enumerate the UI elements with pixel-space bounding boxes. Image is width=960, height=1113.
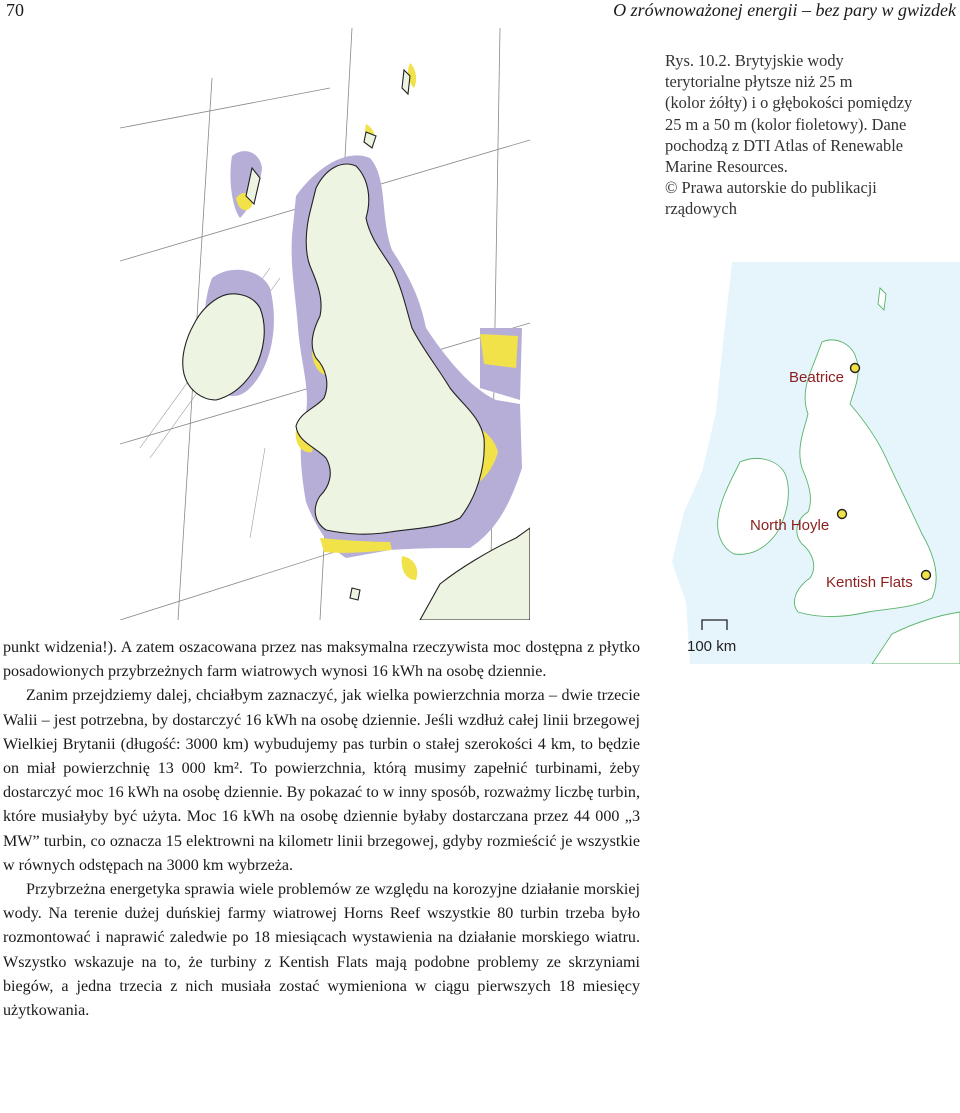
beatrice-site-icon xyxy=(851,364,860,373)
caption-line: © Prawa autorskie do publikacji xyxy=(665,178,877,198)
caption-line: Marine Resources. xyxy=(665,157,788,177)
paragraph: Przybrzeżna energetyka sprawia wiele problemów ze względu na korozyjne działanie morskiej wody. Na terenie dużej duńskiej farmy wiatrowej Horns Reef wszystkie 80 turbin trzeba było rozmontować i naprawić zaledwie po 18 miesiącach wystawienia na działanie morskiego wiatru. Wszystko wskazuje na to, że turbiny z Kentish Flats mają podobne problemy ze skrzyniami biegów, a jedna trzecia z nich musiała zostać wymieniona w ciągu pierwszych 18 miesięcy użytkowania. xyxy=(3,881,640,1020)
beatrice-label: Beatrice xyxy=(789,369,845,386)
caption-line: (kolor żółty) i o głębokości pomiędzy xyxy=(665,93,913,113)
page-header xyxy=(0,0,960,26)
page-number: 70 xyxy=(6,0,24,20)
caption-line: terytorialne płytsze niż 25 m xyxy=(665,72,853,92)
caption-line: rządowych xyxy=(665,199,737,219)
territorial-waters-map xyxy=(120,28,530,620)
scale-label: 100 km xyxy=(687,638,737,655)
caption-line: Rys. 10.2. Brytyjskie wody xyxy=(665,51,844,70)
body-text xyxy=(3,636,640,1023)
paragraph: Zanim przejdziemy dalej, chciałbym zaznaczyć, jak wielka powierzchnia morza – dwie trzecie Walii – jest potrzebna, by dostarczyć 16 kWh na osobę dziennie. Jeśli wzdłuż całej linii brzegowej Wielkiej Brytanii (długość: 3000 km) wybudujemy pas turbin o stałej szerokości 4 km, to będzie on miał powierzchnię 13 000 km². To powierzchnia, którą musimy zapełnić turbinami, żeby dostarczyć moc 16 kWh na osobę dziennie. By pokazać to w inny sposób, rozważmy liczbę turbin, które musiałyby być użyta. Moc 16 kWh na osobę dziennie byłaby dostarczana przez 44 000 „3 MW” turbin, co oznacza 15 elektrowni na kilometr linii brzegowej, gdyby rozmieścić je wszystkie w równych odstępach na 3000 km wybrzeża. xyxy=(3,687,640,874)
caption-line: pochodzą z DTI Atlas of Renewable xyxy=(665,135,904,155)
paragraph: punkt widzenia!). A zatem oszacowana przez nas maksymalna rzeczywista moc dostępna z płytko posadowionych przybrzeżnych farm wiatrowych wynosi 16 kWh na osobę dziennie. xyxy=(3,639,640,681)
wind-farm-sites-map xyxy=(672,262,960,664)
figure-caption xyxy=(665,50,955,220)
north-hoyle-label: North Hoyle xyxy=(750,517,830,534)
north-hoyle-site-icon xyxy=(838,510,847,519)
kentish-flats-site-icon xyxy=(922,571,931,580)
running-title: O zrównoważonej energii – bez pary w gwizdek xyxy=(613,0,956,20)
caption-line: 25 m a 50 m (kolor fioletowy). Dane xyxy=(665,114,907,134)
kentish-flats-label: Kentish Flats xyxy=(826,574,913,591)
